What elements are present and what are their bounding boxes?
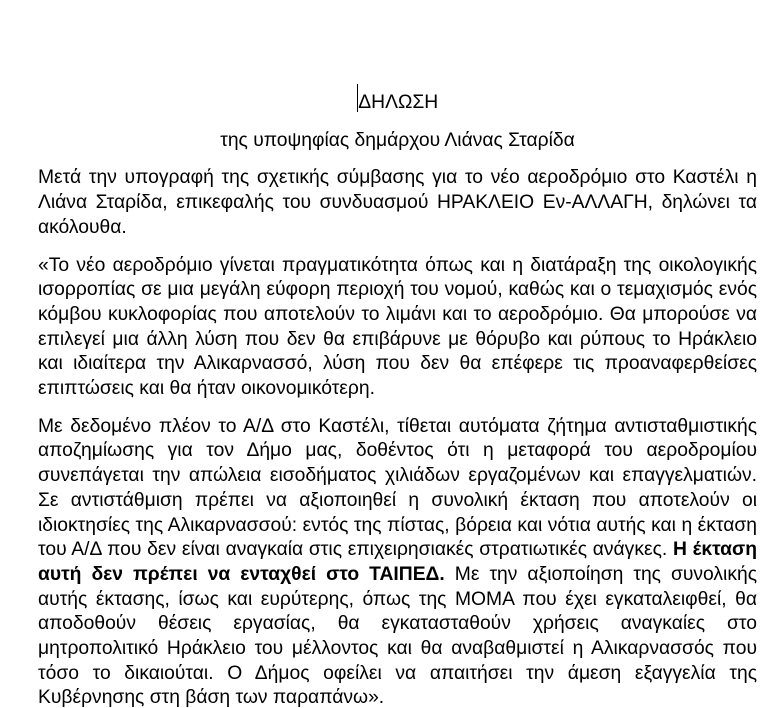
- paragraph-statement-2[interactable]: [38, 415, 757, 708]
- paragraph-intro[interactable]: [38, 166, 757, 240]
- bold-statement-text[interactable]: Η έκταση αυτή δεν πρέπει να ενταχθεί στο ΤΑΙΠΕΔ.: [38, 539, 758, 585]
- paragraph-text[interactable]: Μετά την υπογραφή της σχετικής σύμβασης για το νέο αεροδρόμιο στο Καστέλι η Λιάνα Σταρίδα, επικεφαλής του συνδυασμού ΗΡΑΚΛΕΙΟ Εν-ΑΛΛΑΓΗ, δηλώνει τα ακόλουθα.: [38, 167, 757, 238]
- paragraph-text[interactable]: Με δεδομένο πλέον το Α/Δ στο Καστέλι, τίθεται αυτόματα ζήτημα αντισταθμιστικής αποζημίωσης για τον Δήμο μας, δοθέντος ότι η μεταφορά του αεροδρομίου συνεπάγεται την απώλεια εισοδήματος χιλιάδων εργαζομένων και επαγγελματιών. Σε αντιστάθμιση πρέπει να αξιοποιηθεί η συνολική έκταση που αποτελούν οι ιδιοκτησίες της Αλικαρνασσού: εντός της πίστας, βόρεια και νότια αυτής και η έκταση του Α/Δ που δεν είναι αναγκαία στις επιχειρησιακές στρατιωτικές ανάγκες.: [38, 415, 757, 561]
- paragraph-text[interactable]: «Το νέο αεροδρόμιο γίνεται πραγματικότητα όπως και η διατάραξη της οικολογικής ισορροπίας σε μια μεγάλη εύφορη περιοχή του νομού, καθώς και ο τεμαχισμός ενός κόμβου κυκλοφορίας που αποτελούν το λιμάνι και το αεροδρόμιο. Θα μπορούσε να επιλεγεί μια άλλη λύση που δεν θα επιβάρυνε με θόρυβο και ρύπους το Ηράκλειο και ιδιαίτερα την Αλικαρνασσό, λύση που δεν θα επέφερε τις προαναφερθείσες επιπτώσεις και θα ήταν οικονομικότερη.: [38, 254, 757, 400]
- document-title-text[interactable]: ΔΗΛΩΣΗ: [358, 92, 439, 113]
- paragraph-statement-1[interactable]: [38, 254, 757, 402]
- document-title: [38, 84, 757, 116]
- paragraph-text[interactable]: Με την αξιοποίηση της συνολικής αυτής έκτασης, ίσως και ευρύτερης, όπως της ΜΟΜΑ που έχει εγκαταλειφθεί, θα αποδοθούν θέσεις εργασίας, θα εγκατασταθούν χρήσεις αναγκαίες στο μητροπολιτικό Ηράκλειο του μέλλοντος και θα αναβαθμιστεί η Αλικαρνασσός που τόσο το δικαιούται. Ο Δήμος οφείλει να απαιτήσει την άμεση εξαγγελία της Κυβέρνησης στη βάση των παραπάνω».: [38, 563, 757, 708]
- document-subtitle[interactable]: της υποψηφίας δημάρχου Λιάνας Σταρίδα: [220, 129, 575, 151]
